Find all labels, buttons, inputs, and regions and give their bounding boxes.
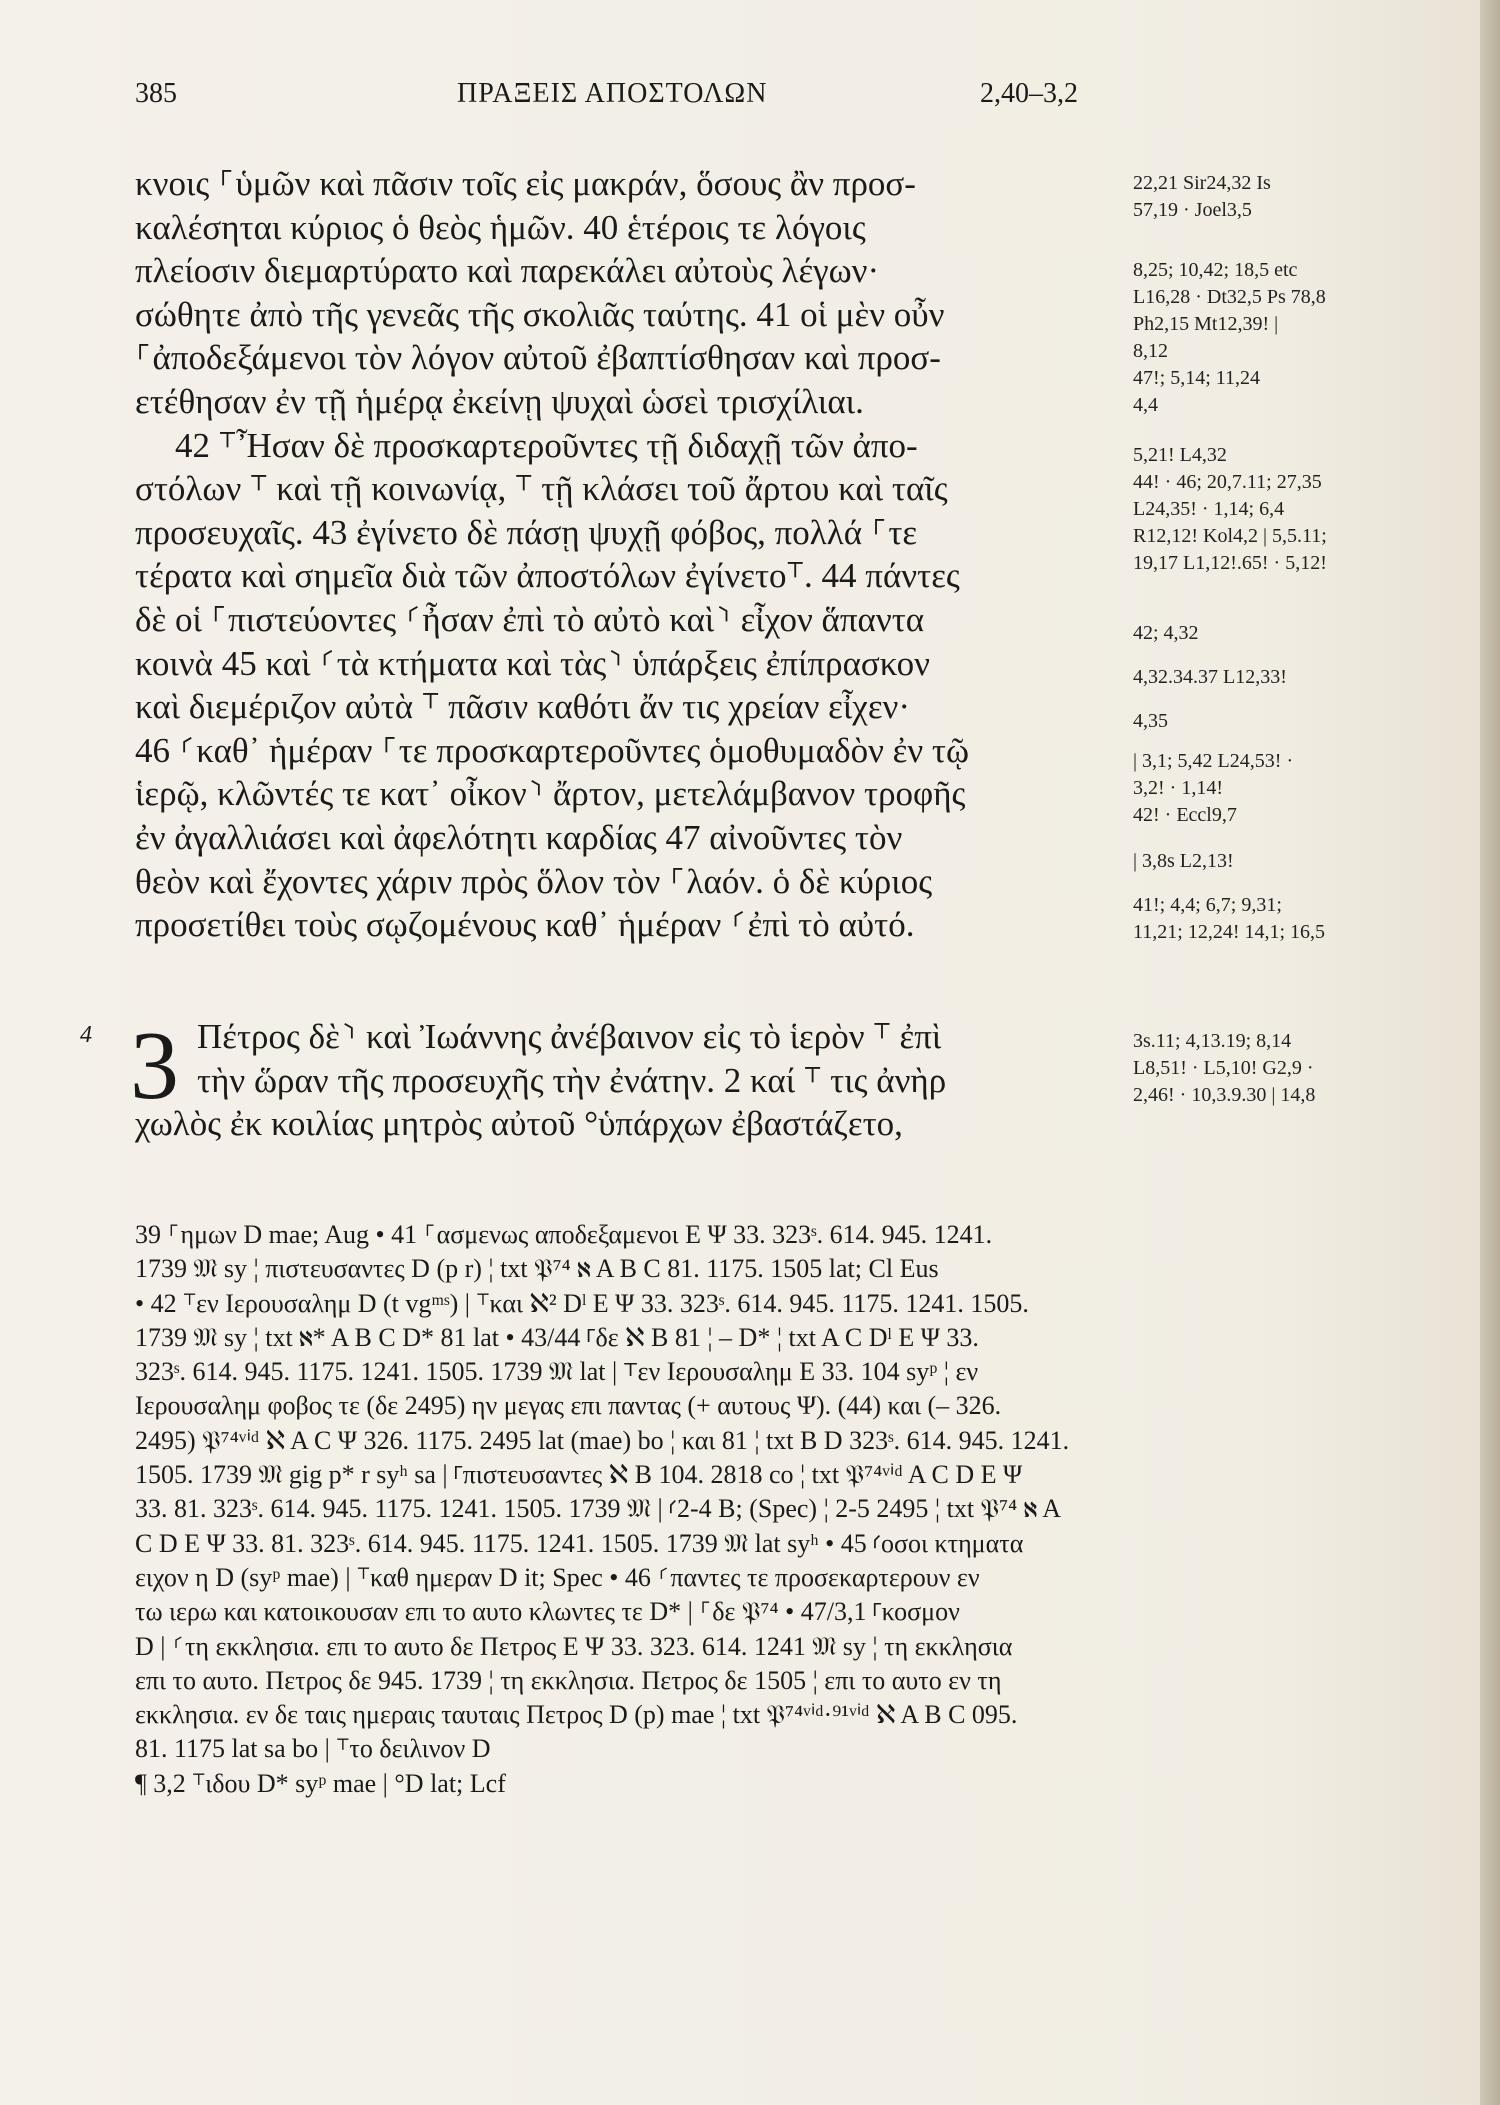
cross-reference: Ph2,15 Mt12,39! | xyxy=(1133,313,1279,335)
text-line: ἱερῷ, κλῶντές τε κατ᾽ οἶκον⸃ ἄρτον, μετελάμβανον τροφῆς xyxy=(135,774,966,814)
text-line: καὶ διεμέριζον αὐτὰ ⸆ πᾶσιν καθότι ἄν τις χρείαν εἶχεν· xyxy=(135,687,911,727)
text-line: δὲ οἱ ⸀πιστεύοντες ⸂ἦσαν ἐπὶ τὸ αὐτὸ καὶ⸃ εἶχον ἅπαντα xyxy=(135,599,925,639)
margin-marker: 4 xyxy=(80,1022,92,1048)
text-line: Πέτρος δὲ⸃ καὶ Ἰωάννης ἀνέβαινον εἰς τὸ ἱερὸν ⸆ ἐπὶ xyxy=(197,1017,942,1056)
apparatus-line: 33. 81. 323ˢ. 614. 945. 1175. 1241. 1505. 1739 𝔐 | ⸂2-4 B; (Spec) ¦ 2-5 2495 ¦ txt 𝔓⁷⁴ ℵ A xyxy=(135,1494,1062,1524)
page-edge-shadow xyxy=(1480,0,1500,2105)
text-line: καλέσηται κύριος ὁ θεὸς ἡμῶν. 40 ἑτέροις τε λόγοις xyxy=(135,207,866,247)
apparatus-line: 1739 𝔐 sy ¦ πιστευσαντες D (p r) ¦ txt 𝔓⁷⁴ ℵ A B C 81. 1175. 1505 lat; Cl Eus xyxy=(135,1254,939,1284)
text-line: κνοις ⸀ὑμῶν καὶ πᾶσιν τοῖς εἰς μακράν, ὅσους ἂν προσ- xyxy=(135,164,916,203)
cross-reference-column xyxy=(1133,442,1373,577)
cross-reference: | 3,1; 5,42 L24,53! · xyxy=(1133,750,1294,772)
chapter-verse-range: 2,40–3,2 xyxy=(980,78,1078,109)
cross-reference: 22,21 Sir24,32 Is xyxy=(1133,172,1271,194)
text-line: ⸀ἀποδεξάμενοι τὸν λόγον αὐτοῦ ἐβαπτίσθησαν καὶ προσ- xyxy=(135,338,941,378)
cross-reference: 2,46! · 10,3.9.30 | 14,8 xyxy=(1133,1084,1316,1106)
apparatus-line: επι το αυτο. Πετρος δε 945. 1739 ¦ τη εκκλησια. Πετρος δε 1505 ¦ επι το αυτο εν τη xyxy=(135,1665,1002,1695)
text-line: ἐν ἀγαλλιάσει καὶ ἀφελότητι καρδίας 47 αἰνοῦντες τὸν xyxy=(135,817,903,857)
apparatus-line: ¶ 3,2 ⸆ιδου D* syᵖ mae | °D lat; Lcf xyxy=(135,1768,506,1798)
apparatus-line: C D E Ψ 33. 81. 323ˢ. 614. 945. 1175. 1241. 1505. 1739 𝔐 lat syʰ • 45 ⸂οσοι κτηματα xyxy=(135,1528,1024,1558)
apparatus-line: τω ιερω και κατοικουσαν επι το αυτο κλωντες τε D* | ⸀δε 𝔓⁷⁴ • 47/3,1 ⸀κοσμον xyxy=(135,1597,960,1627)
cross-reference: 47!; 5,14; 11,24 xyxy=(1133,367,1261,389)
text-line: προσευχαῖς. 43 ἐγίνετο δὲ πάσῃ ψυχῇ φόβος, πολλά ⸀τε xyxy=(135,512,918,552)
cross-reference-column xyxy=(1133,708,1373,735)
apparatus-line: 39 ⸀ημων D mae; Aug • 41 ⸀ασμενως αποδεξαμενοι E Ψ 33. 323ˢ. 614. 945. 1241. xyxy=(135,1220,993,1249)
text-line: ετέθησαν ἐν τῇ ἡμέρᾳ ἐκείνῃ ψυχαὶ ὡσεὶ τρισχίλιαι. xyxy=(135,381,864,421)
cross-reference: | 3,8s L2,13! xyxy=(1133,850,1234,872)
cross-reference: 3s.11; 4,13.19; 8,14 xyxy=(1133,1030,1292,1052)
apparatus-line: Ιερουσαλημ φοβος τε (δε 2495) ην μεγας επι παντας (+ αυτους Ψ). (44) και (– 326. xyxy=(135,1391,1002,1421)
page-number: 385 xyxy=(135,78,177,109)
cross-reference: L8,51! · L5,10! G2,9 · xyxy=(1133,1057,1314,1079)
cross-reference: 11,21; 12,24! 14,1; 16,5 xyxy=(1133,921,1326,943)
apparatus-line: 1739 𝔐 sy ¦ txt ℵ* A B C D* 81 lat • 43/44 ⸀δε ℵ B 81 ¦ – D* ¦ txt A C Dˡ E Ψ 33. xyxy=(135,1322,979,1352)
text-line: κοινὰ 45 καὶ ⸂τὰ κτήματα καὶ τὰς⸃ ὑπάρξεις ἐπίπρασκον xyxy=(135,643,930,683)
cross-reference-column xyxy=(1133,748,1373,829)
cross-reference-column xyxy=(1133,170,1373,224)
cross-reference: L24,35! · 1,14; 6,4 xyxy=(1133,498,1285,520)
cross-reference: 3,2! · 1,14! xyxy=(1133,777,1223,799)
critical-apparatus xyxy=(135,1218,1315,1801)
cross-reference: 57,19 · Joel3,5 xyxy=(1133,199,1252,221)
cross-reference: 42! · Eccl9,7 xyxy=(1133,804,1237,826)
cross-reference-column xyxy=(1133,620,1373,647)
cross-reference: 8,25; 10,42; 18,5 etc xyxy=(1133,259,1298,281)
text-line: τέρατα καὶ σημεῖα διὰ τῶν ἀποστόλων ἐγίνετο⸆. 44 πάντες xyxy=(135,556,960,596)
cross-reference-column xyxy=(1133,848,1373,875)
apparatus-line: D | ⸂τη εκκλησια. επι το αυτο δε Πετρος E Ψ 33. 323. 614. 1241 𝔐 sy ¦ τη εκκλησια xyxy=(135,1631,1013,1661)
cross-reference-column xyxy=(1133,892,1373,946)
text-line: στόλων ⸆ καὶ τῇ κοινωνίᾳ, ⸆ τῇ κλάσει τοῦ ἄρτου καὶ ταῖς xyxy=(135,469,948,509)
apparatus-line: 323ˢ. 614. 945. 1175. 1241. 1505. 1739 𝔐 lat | ⸆εν Ιερουσαλημ E 33. 104 syᵖ ¦ εν xyxy=(135,1357,979,1387)
text-line: προσετίθει τοὺς σῳζομένους καθ᾽ ἡμέραν ⸂ἐπὶ τὸ αὐτό. xyxy=(135,905,915,945)
main-text xyxy=(135,162,1105,947)
text-line: θεὸν καὶ ἔχοντες χάριν πρὸς ὅλον τὸν ⸀λαόν. ὁ δὲ κύριος xyxy=(135,861,933,901)
page-header xyxy=(0,78,1480,118)
cross-reference: 5,21! L4,32 xyxy=(1133,444,1227,466)
apparatus-line: 2495) 𝔓⁷⁴ᵛⁱᵈ ℵ A C Ψ 326. 1175. 2495 lat (mae) bo ¦ και 81 ¦ txt B D 323ˢ. 614. 945. 1241. xyxy=(135,1425,1070,1455)
cross-reference: 19,17 L1,12!.65! · 5,12! xyxy=(1133,552,1327,574)
text-line: 42 ⸆Ἦσαν δὲ προσκαρτεροῦντες τῇ διδαχῇ τῶν ἀπο- xyxy=(175,425,918,465)
cross-reference: 4,4 xyxy=(1133,394,1158,416)
chapter-number: 3 xyxy=(130,1012,179,1120)
cross-reference: R12,12! Kol4,2 | 5,5.11; xyxy=(1133,525,1327,547)
cross-reference: L16,28 · Dt32,5 Ps 78,8 xyxy=(1133,286,1326,308)
text-line: σώθητε ἀπὸ τῆς γενεᾶς τῆς σκολιᾶς ταύτης. 41 οἱ μὲν οὖν xyxy=(135,294,945,334)
text-line: πλείοσιν διεμαρτύρατο καὶ παρεκάλει αὐτοὺς λέγων· xyxy=(135,251,880,291)
cross-reference-column xyxy=(1133,664,1373,691)
apparatus-line: εκκλησια. εν δε ταις ημεραις ταυταις Πετρος D (p) mae ¦ txt 𝔓⁷⁴ᵛⁱᵈ·⁹¹ᵛⁱᵈ ℵ A B C 095. xyxy=(135,1700,1018,1730)
cross-reference: 42; 4,32 xyxy=(1133,622,1199,644)
apparatus-line: ειχον η D (syᵖ mae) | ⸆καθ ημεραν D it; Spec • 46 ⸂παντες τε προσεκαρτερουν εν xyxy=(135,1562,980,1592)
cross-reference: 8,12 xyxy=(1133,340,1168,362)
apparatus-line: 1505. 1739 𝔐 gig p* r syʰ sa | ⸀πιστευσαντες ℵ B 104. 2818 co ¦ txt 𝔓⁷⁴ᵛⁱᵈ A C D E Ψ xyxy=(135,1460,1023,1490)
cross-reference: 44! · 46; 20,7.11; 27,35 xyxy=(1133,471,1322,493)
running-title: ΠΡΑΞΕΙΣ ΑΠΟΣΤΟΛΩΝ xyxy=(457,78,768,109)
cross-reference: 4,32.34.37 L12,33! xyxy=(1133,666,1287,688)
apparatus-line: • 42 ⸆εν Ιερουσαλημ D (t vgᵐˢ) | ⸆και ℵ² Dˡ E Ψ 33. 323ˢ. 614. 945. 1175. 1241. 1505. xyxy=(135,1288,1029,1318)
apparatus-line: 81. 1175 lat sa bo | ⸆το δειλινον D xyxy=(135,1734,491,1764)
chapter-3-opening xyxy=(130,1012,1105,1146)
cross-reference-column xyxy=(1133,257,1373,419)
text-line: 46 ⸂καθ᾽ ἡμέραν ⸀τε προσκαρτεροῦντες ὁμοθυμαδὸν ἐν τῷ xyxy=(135,730,970,770)
cross-reference-column xyxy=(1133,1028,1373,1109)
cross-reference: 41!; 4,4; 6,7; 9,31; xyxy=(1133,894,1282,916)
text-line: χωλὸς ἐκ κοιλίας μητρὸς αὐτοῦ °ὑπάρχων ἐβαστάζετο, xyxy=(135,1104,903,1144)
cross-reference: 4,35 xyxy=(1133,710,1168,732)
text-line: τὴν ὥραν τῆς προσευχῆς τὴν ἐνάτην. 2 καί ⸆ τις ἀνὴρ xyxy=(197,1060,947,1100)
